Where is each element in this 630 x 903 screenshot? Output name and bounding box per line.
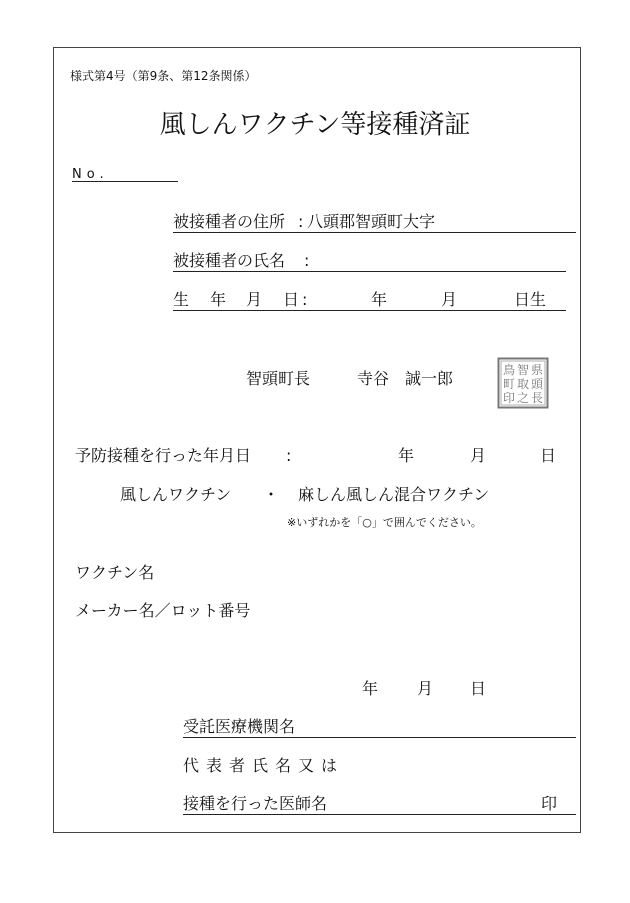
vaccination-month-label: 月	[470, 446, 487, 465]
seal-char: 町	[502, 377, 516, 391]
birth-label-char: 月	[246, 290, 263, 309]
seal-char: 智	[516, 363, 530, 377]
seal-char: 県	[530, 363, 544, 377]
address-value: 八頭郡智頭町大字	[307, 212, 436, 231]
vaccination-date-label: 予防接種を行った年月日	[75, 446, 252, 465]
vaccination-date-separator: :	[286, 446, 292, 465]
vaccine-option-mr[interactable]: 麻しん風しん混合ワクチン	[298, 485, 490, 504]
mayor-name: 寺谷 誠一郎	[357, 369, 454, 388]
seal-char: 印	[502, 391, 516, 405]
institution-label: 受託医療機関名	[183, 717, 296, 736]
option-separator-dot: ・	[263, 485, 280, 504]
birth-year-label: 年	[371, 290, 388, 309]
number-underline	[72, 181, 178, 182]
maker-lot-label: メーカー名／ロット番号	[75, 601, 251, 620]
vaccination-day-label: 日	[540, 446, 557, 465]
address-label: 被接種者の住所	[173, 212, 286, 231]
birth-label-char: 生	[173, 290, 190, 309]
birth-label-char: 年	[210, 290, 227, 309]
address-underline	[173, 232, 576, 233]
birth-underline	[173, 310, 566, 311]
name-underline	[173, 271, 566, 272]
seal-char: 取	[516, 377, 530, 391]
form-reference: 様式第4号（第9条、第12条関係）	[70, 69, 257, 83]
representative-label: 代表者氏名又は	[183, 756, 345, 775]
birth-month-label: 月	[441, 290, 458, 309]
name-separator: :	[304, 251, 310, 270]
doctor-label: 接種を行った医師名	[183, 794, 328, 813]
issue-day-label: 日	[470, 679, 487, 698]
issue-year-label: 年	[362, 679, 379, 698]
mayor-title: 智頭町長	[246, 369, 311, 388]
seal-char: 長	[530, 391, 544, 405]
seal-mark-label: 印	[541, 794, 558, 813]
official-seal-icon	[497, 357, 549, 409]
birth-separator: :	[302, 290, 308, 309]
seal-char: 鳥	[502, 363, 516, 377]
birth-day-label: 日生	[514, 290, 547, 309]
seal-char: 之	[516, 391, 530, 405]
name-label: 被接種者の氏名	[173, 251, 286, 270]
certificate-frame	[53, 47, 581, 833]
issue-month-label: 月	[417, 679, 434, 698]
address-separator: :	[298, 212, 304, 231]
seal-char: 頭	[530, 377, 544, 391]
vaccine-option-rubella[interactable]: 風しんワクチン	[120, 485, 232, 504]
selection-note: ※いずれかを「○」で囲んでください。	[287, 516, 482, 529]
birth-label-char: 日	[283, 290, 300, 309]
institution-underline	[183, 737, 576, 738]
page-title: 風しんワクチン等接種済証	[159, 110, 471, 140]
vaccination-year-label: 年	[398, 446, 415, 465]
number-label: No.	[72, 167, 109, 182]
vaccine-name-label: ワクチン名	[75, 563, 155, 582]
doctor-underline	[183, 814, 576, 815]
